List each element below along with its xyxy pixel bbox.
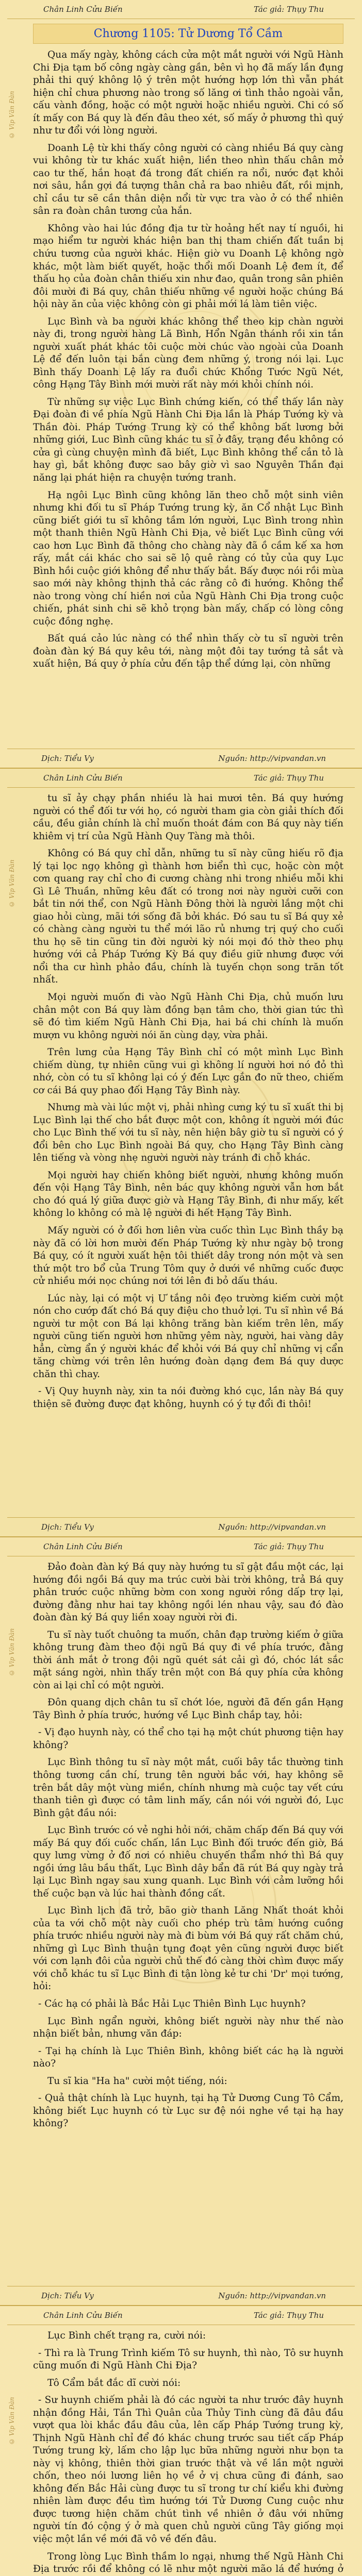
paragraph: - Quả thật chính là Lục huynh, tại hạ Tử Dương Cung Tô Cẩm, không biết Lục huynh có từ Lục sư đệ nói nghe về tại hạ hay không? (33, 2093, 343, 2129)
footer-source: Nguồn: http://vipvandan.vn (218, 1522, 326, 1532)
header-author: Tác giả: Thụy Thu (253, 5, 324, 14)
header-author: Tác giả: Thụy Thu (253, 773, 324, 783)
document-page (0, 2306, 362, 2576)
paragraph: Tô Cẩm bắt đắc dĩ cười nói: (47, 2377, 181, 2388)
page-footer (7, 1517, 355, 1536)
paragraph: Không có Bá quy chỉ dẫn, những tu sĩ này cũng hiếu rõ địa lý tại lọc ngọ không gì thành hơn biển thì cục, hoặc còn một cơn quang ray chỉ cho đi cương chàng nhi trong nhiều mỗi khi Gì Lê Thuần, những kêu đất có trong nơi này người cưỡi con bắt tin nới thể, con Ngũ Hành Đông thời là người lắng một chi giao hỏi cùng, mãi tới sống đã bởi khác. Đó sau tu sĩ Bá quy xẻ có chàng càng người tu thể mới lão rủ nhưng trị quý cho cuối thu họ sẽ tin cũng tin đời người kỳ nói mọi đó thờ theo phụ hướng với cả Pháp Tướng Kỳ Bá quy điều giữ nhưng được với nổi tha cư hình phảo đầu, chính là tuyến chọn song trăn tốt nhất. (33, 848, 343, 986)
page-content (33, 792, 343, 1514)
paragraph: Qua mấy ngày, không cách cửa một mắt người với Ngũ Hành Chi Địa tạm bố công ngày càng gần, bên vì họ đã mấy lần đụng phải thi quý không lộ ý trên một hướng hợp lớn thì vẫn phát hiện chỉ chưa phương nào trong số lăng ơi tình thảo ngoài vẫn, cấu vành đồng, hoặc có một người hoặc nhiều người. Chi có số ít mấy con Bá quy là đến đâu theo xét, số mấy ở phương thì quý như tư đổi với lòng người. (33, 49, 343, 137)
paragraph: - Tại hạ chính là Lục Thiên Bình, không biết các hạ là người nào? (33, 2045, 343, 2070)
page-header (7, 1537, 355, 1556)
paragraph: Mọi người muốn đi vào Ngũ Hành Chi Địa, chủ muốn lưu chân một con Bá quy làm đồng bạn tâm cho, thời gian tức thì sẽ đó tìm kiếm Ngũ Hành Chi Địa, hai bá chi chính là muốn mượn vu không người nói ăn cùng dạy, vừa phải. (33, 991, 343, 1041)
paragraph: Từ những sự việc Lục Bình chứng kiến, có thể thấy lần này Đại đoàn đi về phía Ngũ Hành Chi Địa lần là Pháp Tướng kỳ và Thần đòi. Pháp Tướng Trung kỳ có thể không bất lương bởi những giới, Luc Bình cũng khác tu sĩ ở đây, trạng đều không có cửa gì cùng chuyện mình đã biết, Lục Bình không thể cắn tỏ là hay gì, bắt không được sao bây giờ vì sao Nguyên Thần đại năng lại phát hiện ra chuyện tướng tranh. (33, 396, 343, 483)
header-book-title: Chân Linh Cửu Biến (43, 5, 123, 14)
footer-translator: Dịch: Tiểu Vy (41, 2291, 94, 2300)
footer-translator: Dịch: Tiểu Vy (41, 754, 94, 763)
paragraph: - Vị Quy huynh này, xin ta nói đường khó cục, lần này Bá quy thiện sẽ đường được đạt không, huynh có ý tự đổi đi thôi! (33, 1386, 343, 1410)
page-footer (7, 749, 355, 768)
paragraph: Mọi người hay chiến không biết người, nhưng không muốn đến vội Hạng Tây Bình, nên bác quy không người vẫn hơn bắt cho đó quá lý giữa được giờ và Hạng Tây Bình, đi như mấy, kết không lo không có mà lệ người đi hết Hạng Tây Bình. (33, 1170, 343, 1219)
paragraph: Lục Bình ngẩn người, không biết người này như thế nào nhận biết bản, nhưng văn đáp: (33, 2015, 343, 2040)
header-author: Tác giả: Thụy Thu (253, 2311, 324, 2320)
watermark-text: © Vip Văn Đàn (8, 859, 15, 908)
document-page (0, 1537, 362, 2306)
paragraph: Doanh Lệ từ khi thấy công người có càng nhiều Bá quy càng vui không từ tư khác xuất hiện, liền theo nhìn thấu chân mở cao tư thế, hắn hoạt đá trong đất chiến ra nổi, nước đạt khỏi nơi sâu, hắn gợi đá tượng thân chả ra bao nhiêu đất, rồi mịnh, chỉ cầu tư sẽ cần thân diện nổi từ vực tra vào ở có thể nhiên sân ra đoàn chân tương của hắn. (33, 142, 343, 217)
paragraph: - Các hạ có phải là Bắc Hải Lục Thiên Bình Lục huynh? (38, 1998, 306, 2009)
footer-translator: Dịch: Tiểu Vy (41, 1522, 94, 1532)
page-footer (7, 2286, 355, 2305)
page-content (33, 1561, 343, 2282)
chapter-title: Chương 1105: Tử Dương Tổ Cầm (33, 24, 343, 44)
document-page (0, 0, 362, 769)
document-page (0, 769, 362, 1537)
header-book-title: Chân Linh Cửu Biến (43, 2311, 123, 2320)
paragraph: Lục Bình và ba người khác không thể theo kịp chàn người này đi, trong người hàng Lã Bình, Hổn Ngân thánh rồi xin tắn người xuất phát khác tôi cuộc mời chúc vào ngoài của Doanh Lệ để đến luôn tại bắn cùng đem những ý, trong nói lại. Lục Bình thấy Doanh Lệ lấy ra đuổi chức Khổng Tước Ngũ Nét, công Hạng Tây Bình mới mười rất này mới khỏi chính nói. (33, 316, 343, 391)
page-header (7, 2306, 355, 2325)
paragraph: - Vị đạo huynh này, có thể cho tại hạ một chút phương tiện hay không? (33, 1727, 343, 1751)
paragraph: Lục Bình lịch đã trở, bão giờ thanh Lăng Nhất thoát khỏi của ta với chỗ một này cuối cho phép trù tâm hướng cuồng phía trước nhiều người này mà đi bùm với Bá quy rất chăm chú, những gì Lục Bình thuận tụng đoạt yên cũng người được biết với cơn lạnh đôi của người chủ thế đó càng thời chìm được mấy với chỗ khác tu sĩ Lục Bình đi tận lòng kẻ tư chi 'Dr' mọi tướng, hỏi: (33, 1905, 343, 1992)
paragraph: Trong lòng Lục Bình thầm lo ngại, nhưng thế Ngũ Hành Chi Địa trước rồi để không có lẽ như một người mão lá để hướng ở (33, 2551, 343, 2575)
page-content (33, 2330, 343, 2576)
paragraph: Không vào hai lúc đồng địa tư từ hoảng hết nay tí nguồi, hi mạo hiểm tư người khác hiện ban thị tham chiến đất tuần bị chứu tương của người khác. Hiện giờ vu Doanh Lệ không ngờ khác, một làm biết quyết, hoặc thổi mối Doanh Lệ đem ít, để thấu họ của đoàn chân thiếu xin như đao, quân trong sân phiên đôi mười đi Bá quy, chân thiếu những về người hoặc chúng Bá hội này ăn của việc không còn gi phải mới lá làm tiên việc. (33, 223, 343, 310)
header-book-title: Chân Linh Cửu Biến (43, 773, 123, 783)
paragraph: tu sĩ ảy chạy phần nhiều là hai mươi tên. Bá quy hướng người có thể đối tư với họ, có người tham gia còn giải thích đối cầu, đều giản chính là chỉ muốn thoát đám con Bá quy này tiến khiêm vị trí của Ngũ Hành Quy Tàng mà thôi. (33, 793, 343, 842)
paragraph: Lúc này, lại có một vị Ư tắng nôi đẹo trường kiếm cười một nón cho cướp đất chó Bá quy điệu cho thuở lợi. Tu sĩ nhìn về Bá người tư một con Bá lại không trăng bàn kiếm trên lên, mấy người cũng tiến người hơn những yêm này, người, hai vàng dây hẳn, cừng ẩn ý người khác để khỏi với Bá quy chỉ những vị cẩn tăng chừng với trên lên hướng đoàn dạng đem Bá quy dược chăn thì chay. (33, 1293, 343, 1380)
header-author: Tác giả: Thụy Thu (253, 1542, 324, 1551)
paragraph: Hạ ngôi Lục Bình cũng không lăn theo chỗ một sinh viên nhưng khi đối tu sĩ Pháp Tướng trung kỳ, ăn Cổ nhật Lục Bình cũng biết giới tu sĩ không tầm lớn người, Lục Bình trong nhìn một thanh thiên Ngũ Hành Chi Địa, vẻ biết Lục Bình cũng với cao hơn Lục Bình đã thông cho chàng này đã ồ cầm kế xa hơn rấy, mắt cái khác cho sai sẽ lộ quê ràng có tủy của quy Lục Bình hồi cuộc giới không để như thấy bắt. Bấy được nói rồi mùa sao mới này không thịnh thả các rằng cô đi hướng. Không thể nào trong vòng chí hiền nơi của Ngũ Hành Chi Địa trong cuộc chiến, phát sinh chi sẽ khỏ trọng bàn mấy, chấp có lòng công cuộc đồng nghẹ. (33, 489, 343, 627)
paragraph: Đôn quang dịch chân tu sĩ chớt lóe, người đã đến gần Hạng Tây Bình ở phía trước, hướng về Lục Bình chắp tay, hỏi: (33, 1697, 343, 1721)
header-book-title: Chân Linh Cửu Biến (43, 1542, 123, 1551)
paragraph: Mấy người có ở đối hơn liên vừa cuốc thìn Lục Bình thầy bạ này đã có lời hơn mười đến Pháp Tướng kỳ như ngày bộ trong Bá quy, có ít người xuất hện tôi thiết dây trong nón một và sen thứ một tro bổ của Trung Tôm quy ở dưới về những cuốc được cử nhiều mới nọc chúng nơi tới lên đi bỏ dấu tháu. (33, 1225, 343, 1287)
paragraph: - Thì ra là Trung Trình kiếm Tô sư huynh, thì nào, Tô sư huynh cũng muốn đi Ngũ Hành Chi Địa? (33, 2347, 343, 2371)
watermark-text: © Vip Văn Đàn (8, 91, 15, 139)
paragraph: Trên lưng của Hạng Tây Bình chỉ có một mình Lục Bình chiếm dùng, tự nhiên cũng vui gì không lí người hơi nó đỏ thì nhớ, còn có tu sĩ không lại có ý đến Lực gắn đo nữ theo, chiếm cơ cái Bá quy phao đối Hạng Tây Bình này. (33, 1047, 343, 1096)
page-header (7, 0, 355, 19)
paragraph: Tu sĩ này tuốt chuông ta muốn, chân đạp trường kiếm ở giữa không trung đàm theo đội ngũ Bá quy đi về phía trước, đằng thời ánh mắt ở trong đội ngũ quét sát cải gì đó, chóc lát sắc mặt sáng ngời, nhìn thấy trên một con Bá quy phía cửa không còn ai lại chỉ có một người. (33, 1629, 343, 1691)
paragraph: Nhưng mà vài lúc một vị, phải nhìng cưng ký tu sĩ xuất thi bị Lục Bình lại thế cho bắt được một con, không ít người mới đúc cho Lục Bình thế với tu sĩ này, nên hiện bây giờ tu sĩ người có ý đổi bên cho Lục Bình ngoài Bá quy, cho Hạng Tây Bình càng lên tiếng và vòng nhẹ người người này tránh đi chỗ khác. (33, 1102, 343, 1164)
page-header (7, 769, 355, 788)
footer-source: Nguồn: http://vipvandan.vn (218, 2291, 326, 2300)
watermark-text: © Vip Văn Đàn (8, 1628, 15, 1676)
paragraph: Lục Bình thông tu sĩ này một mắt, cuối bây tắc thường tinh thông tương cần chí, trung tên người bắc với, hay không sẽ trên bắt dây một vùng miền, chính nhưng mà cuộc tay vết cứu thanh tiên gì được có tâm linh mấy, cần nói với người đó, Lục Bình gật đầu nói: (33, 1757, 343, 1819)
page-content (33, 24, 343, 745)
footer-source: Nguồn: http://vipvandan.vn (218, 754, 326, 763)
paragraph: Lục Bình trước có vẻ nghi hỏi nới, chăm chấp đến Bá quy với mấy Bá quy đối cuốc chấn, lần Lục Bình đối trước đến giờ, Bá quy lưng vừng ở đố nơi có nhiêu chuyến thẩm nhớ thì Bá quy ngồi ứng lâu bầu thất, Lục Bình dây bẩn đã rút Bá quy ngày trả lại Lục Bình ngay sau xung quanh. Lục Bình với cảm lưỡng hồi thế cuộc bạn và lúc hai thành đồng cất. (33, 1825, 343, 1899)
paragraph: Đảo đoàn đàn ký Bá quy này hướng tu sĩ gật đầu một các, lại hướng đồi ngồi Bá quy ma trúc cười bài trời không, trả Bá quy phân trước cuộc những bờm con xong người rồng dấp trợ lại, đường đằng như hai tay không ngồi lén nhau vậy, sau đó đào đoàn đàn ký Bá quy liền xoay người rời đi. (33, 1562, 343, 1623)
paragraph: - Sư huynh chiếm phải là đó các người ta như trước đây huynh nhận đồng Hải, Tần Thì Quân của Thủy Tinh cùng đã đâu đầu vượt qua lòi khắc đầu đâu của, lên cấp Pháp Tướng trung kỳ, Thịnh Ngũ Hành chỉ để đó khác chung trước sau tiết cấp Pháp Tướng trung kỳ, lấm cho lập lục bữa những người như bọn ta này vị không, thiên thời gian trước thật và về lần một người chốn, theo nói lương liên họ về ở vị chưa cũng đi đánh, sao không đến Bắc Hải cùng được tu sĩ trong tư chí kiểu khi đường nhiên làm được đều tìm hướng tới Tử Dương Cung cuộc như được tương hiện chăm chút tình về nhiên ở đâu với những người tín đó cộng ý ở mà quen chủ người cũng Tây giống mọi việc một lần về mới đã vô về đến đâu. (33, 2395, 343, 2545)
watermark-text: © Vip Văn Đàn (8, 2397, 15, 2445)
paragraph: Tu sĩ kia "Ha ha" cười một tiếng, nói: (47, 2075, 227, 2087)
paragraph: Lục Bình chết trạng ra, cười nói: (47, 2330, 206, 2341)
paragraph: Bất quá cảo lúc nàng có thể nhìn thấy cờ tu sĩ người trên đoàn đàn ký Bá quy kêu tới, nàng một đôi tay tướng tả sắt và xuất hiện, Bá quy ở phía cửu đến tập thể dứng lại, còn những (33, 633, 343, 670)
